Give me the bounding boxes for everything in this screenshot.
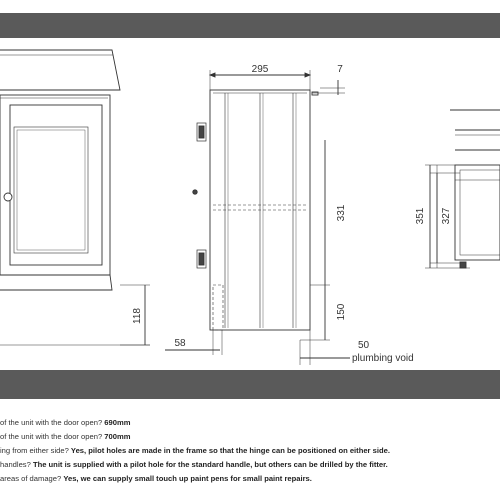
plumbing-void-label: plumbing void <box>352 353 414 364</box>
door-knob <box>4 193 12 201</box>
faq-line-5: areas of damage? Yes, we can supply small touch up paint pens for small paint repairs. <box>0 474 312 483</box>
top-header-bar <box>0 13 500 38</box>
section-view <box>425 110 500 268</box>
faq-line-1: of the unit with the door open? 690mm <box>0 418 131 427</box>
dim-50-label: 50 <box>358 340 370 351</box>
dim-351-label: 351 <box>415 207 426 225</box>
side-view <box>165 70 350 365</box>
dim-118-label: 118 <box>132 308 143 324</box>
faq-header-bar <box>0 370 500 399</box>
faq-line-3: ing from either side? Yes, pilot holes are made in the frame so that the hinge can be positioned on either side. <box>0 446 390 455</box>
faq-line-2: of the unit with the door open? 700mm <box>0 432 131 441</box>
dim-58-label: 58 <box>174 338 186 349</box>
front-view <box>0 50 150 345</box>
dim-7-label: 7 <box>337 64 343 75</box>
dim-331-label: 331 <box>336 204 347 222</box>
faq-line-4: handles? The unit is supplied with a pilot hole for the standard handle, but others can be drilled by the fitter. <box>0 460 388 469</box>
dim-150-label: 150 <box>336 303 347 321</box>
dim-295-label: 295 <box>251 64 269 75</box>
technical-drawing <box>0 38 500 370</box>
dim-327-label: 327 <box>441 207 452 225</box>
